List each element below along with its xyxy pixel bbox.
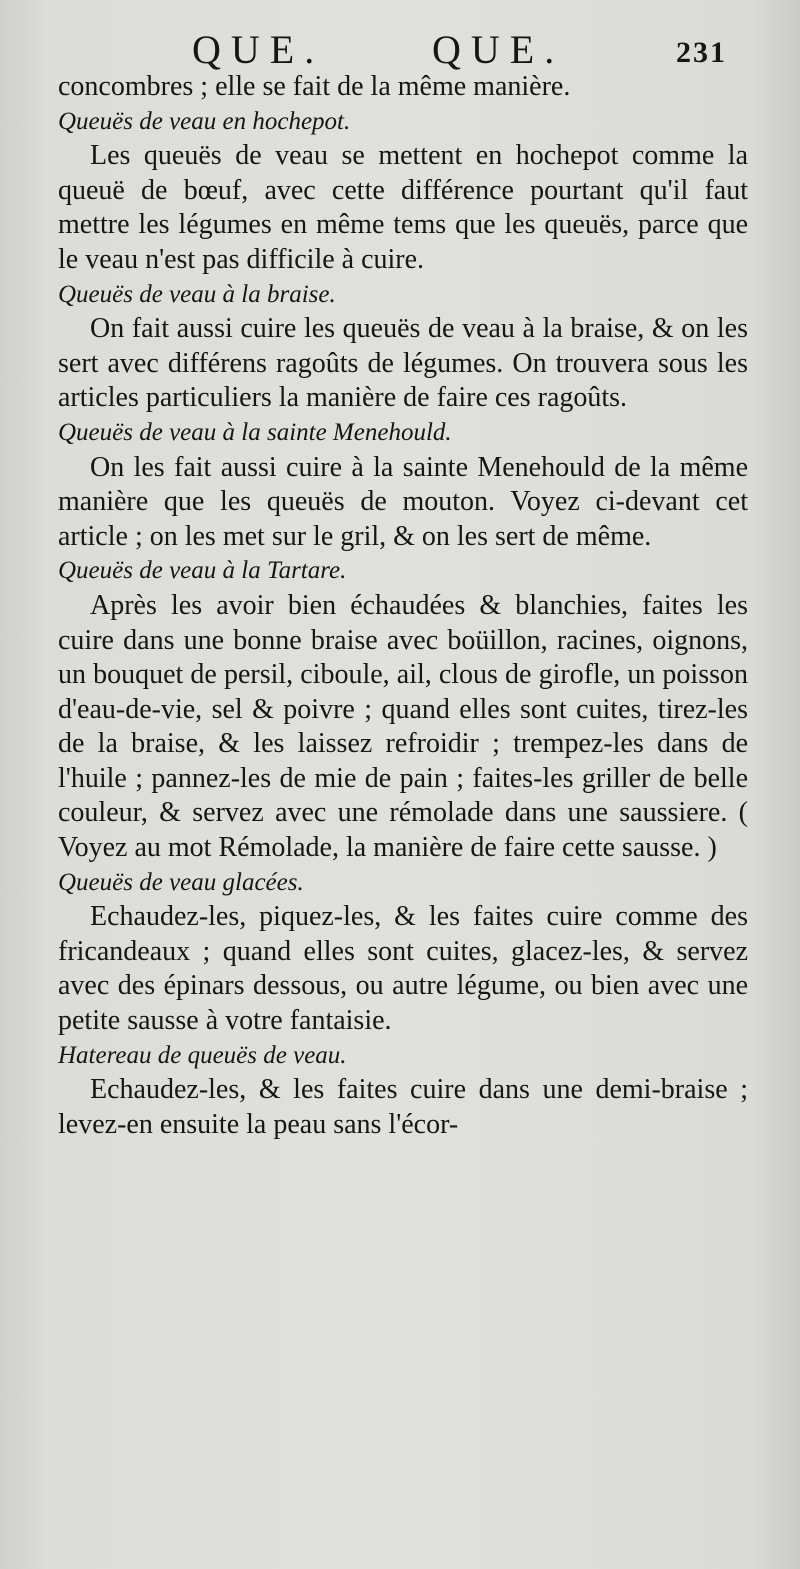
recipe-paragraph: Les queuës de veau se mettent en hochepot comme la queuë de bœuf, avec cette différence pourtant qu'il faut mettre les légumes en même tems que les queuës, parce que le veau n'est pas difficile à cuire. xyxy=(58,140,748,275)
recipe-title: Hatereau de queuës de veau. xyxy=(58,1041,347,1069)
recipe-paragraph: Echaudez-les, piquez-les, & les faites cuire comme des fricandeaux ; quand elles sont cuites, glacez-les, & servez avec des épinars dessous, ou autre légume, ou bien avec une petite sausse à votre fantaisie. xyxy=(58,901,748,1037)
recipe-title: Queuës de veau en hochepot. xyxy=(58,107,351,135)
recipe-title: Queuës de veau glacées. xyxy=(58,868,304,896)
header-left-word: QUE. xyxy=(192,27,325,72)
paragraph-continuation: concombres ; elle se fait de la même manière. xyxy=(58,71,571,102)
recipe-title: Queuës de veau à la sainte Menehould. xyxy=(58,418,452,446)
recipe-paragraph: On fait aussi cuire les queuës de veau à la braise, & on les sert avec différens ragoûts de légumes. On trouvera sous les articles particuliers la manière de faire ces ragoûts. xyxy=(58,313,748,414)
recipe-title: Queuës de veau à la Tartare. xyxy=(58,557,347,585)
page-number: 231 xyxy=(676,36,727,69)
recipe-title: Queuës de veau à la braise. xyxy=(58,280,336,308)
page-body xyxy=(58,70,748,1142)
recipe-paragraph: Echaudez-les, & les faites cuire dans une demi-braise ; levez-en ensuite la peau sans l'écor- xyxy=(58,1074,748,1140)
recipe-paragraph: Après les avoir bien échaudées & blanchies, faites les cuire dans une bonne braise avec boüillon, racines, oignons, un bouquet de persil, ciboule, ail, clous de girofle, un poisson d'eau-de-vie, sel & poivre ; quand elles sont cuites, tirez-les de la braise, & les laissez refroidir ; trempez-les dans de l'huile ; pannez-les de mie de pain ; faites-les griller de belle couleur, & servez avec une rémolade dans une saussiere. ( Voyez au mot Rémolade, la manière de faire cette sausse. ) xyxy=(58,589,748,864)
running-header xyxy=(0,26,800,70)
recipe-paragraph: On les fait aussi cuire à la sainte Menehould de la même manière que les queuës de mouton. Voyez ci-devant cet article ; on les met sur le gril, & on les sert de même. xyxy=(58,451,748,552)
header-center-word: QUE. xyxy=(432,27,565,72)
